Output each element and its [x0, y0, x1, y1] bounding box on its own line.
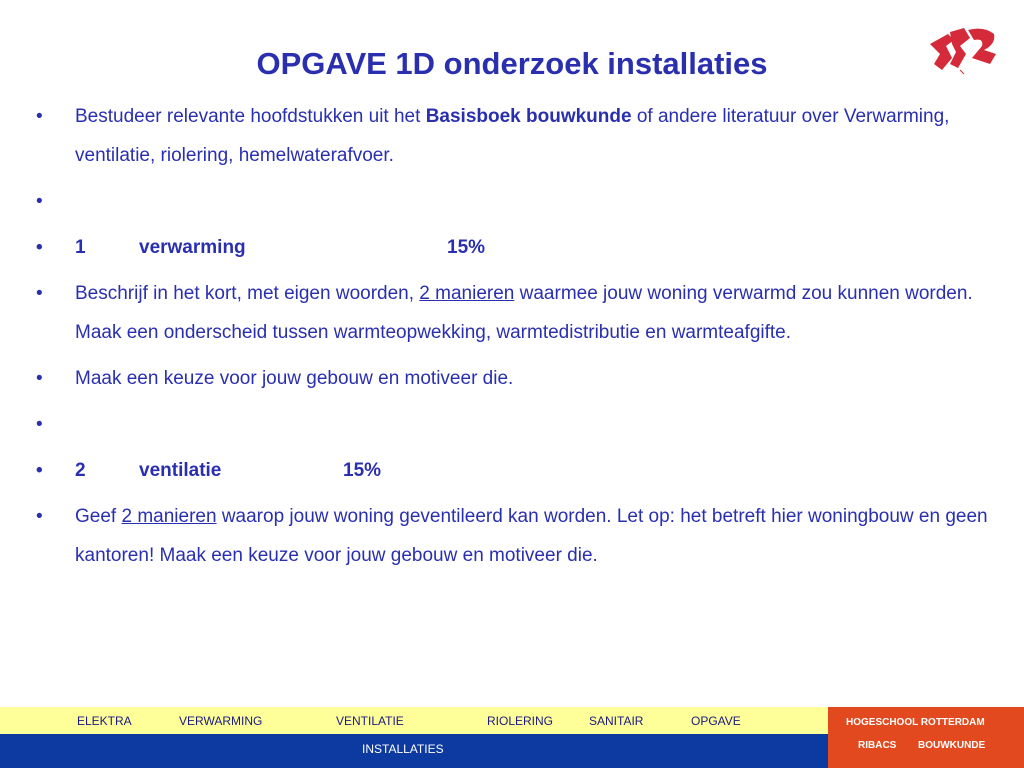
school-sub-ribacs: RIBACS [858, 740, 897, 751]
item-text: waarop jouw woning geventileerd kan worden. Let op: het betreft hier woningbouw en geen kantoren! Maak een keuze voor jouw gebouw en motiveer die. [75, 506, 988, 566]
item-text: of andere literatuur over Verwarming, ventilatie, riolering, hemelwaterafvoer. [75, 106, 950, 166]
section-number: 1 [75, 237, 86, 258]
slide-content [32, 97, 992, 582]
school-name: HOGESCHOOL ROTTERDAM [846, 717, 985, 728]
bullet: • [36, 414, 43, 435]
item-text: waarmee jouw woning verwarmd zou kunnen worden. Maak een onderscheid tussen warmteopwekking, warmtedistributie en warmteafgifte. [75, 283, 973, 343]
item-text: Bestudeer relevante hoofdstukken uit het [75, 106, 426, 127]
nav-ventilatie[interactable]: VENTILATIE [336, 714, 404, 728]
item-text: Geef [75, 506, 122, 527]
item-text: Maak een keuze voor jouw gebouw en motiveer die. [75, 368, 514, 389]
bullet: • [36, 368, 43, 389]
bullet: • [36, 191, 43, 212]
list-item [32, 359, 992, 398]
list-item [32, 274, 992, 352]
section-heading-verwarming [32, 228, 992, 267]
nav-riolering[interactable]: RIOLERING [487, 714, 554, 728]
footer-section-title: INSTALLATIES [362, 742, 444, 756]
section-number: 2 [75, 460, 86, 481]
bullet: • [36, 506, 43, 527]
underlined-text: 2 manieren [121, 506, 217, 527]
hogeschool-logo [924, 24, 1000, 80]
nav-opgave[interactable]: OPGAVE [691, 714, 741, 728]
nav-sanitair[interactable]: SANITAIR [589, 714, 644, 728]
section-name: verwarming [139, 237, 246, 258]
underlined-text: 2 manieren [419, 283, 515, 304]
nav-elektra[interactable]: ELEKTRA [77, 714, 132, 728]
section-weight: 15% [343, 460, 382, 481]
section-weight: 15% [447, 237, 486, 258]
empty-list-item [32, 405, 992, 444]
bullet: • [36, 237, 43, 258]
nav-verwarming[interactable]: VERWARMING [179, 714, 263, 728]
bullet: • [36, 106, 43, 127]
section-name: ventilatie [139, 460, 222, 481]
school-sub-bouwkunde: BOUWKUNDE [918, 740, 986, 751]
section-heading-ventilatie [32, 451, 992, 490]
bullet: • [36, 283, 43, 304]
book-title: Basisboek bouwkunde [425, 106, 632, 127]
slide-title: OPGAVE 1D onderzoek installaties [256, 46, 768, 81]
item-text: Beschrijf in het kort, met eigen woorden, [75, 283, 420, 304]
empty-list-item [32, 182, 992, 221]
list-item [32, 97, 992, 175]
bullet: • [36, 460, 43, 481]
list-item [32, 497, 992, 575]
